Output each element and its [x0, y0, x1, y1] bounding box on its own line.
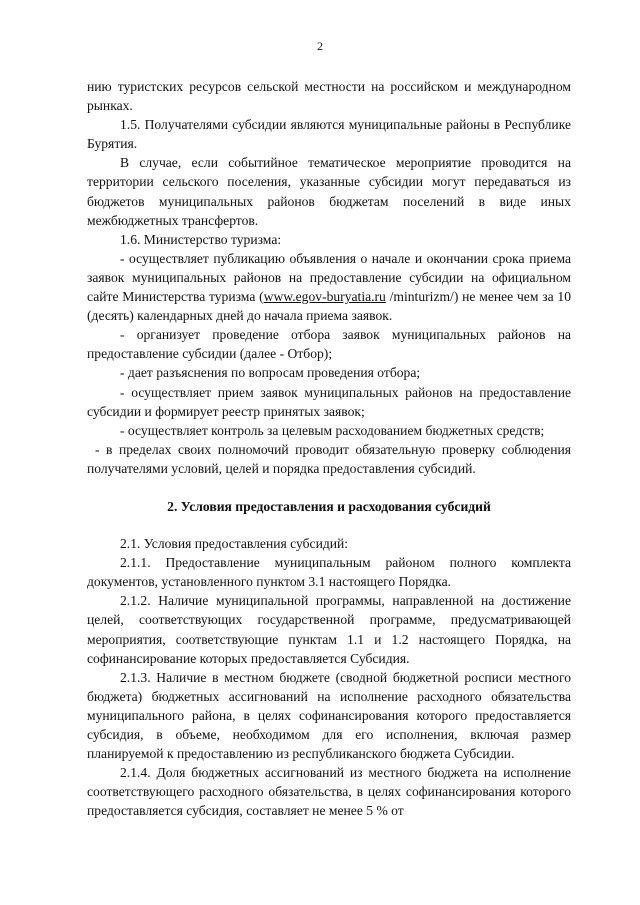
paragraph-2-1: 2.1. Условия предоставления субсидий: — [120, 536, 349, 552]
paragraph-2-1-4: 2.1.4. Доля бюджетных ассигнований из местного бюджета на исполнение соответствующего расходного обязательства, в целях софинансирования которого предоставляется субсидия, составляет не менее 5 % от — [87, 765, 571, 819]
duty-item: - осуществляет прием заявок муниципальных районов на предоставление субсидии и формирует реестр принятых заявок; — [87, 384, 571, 419]
paragraph-1-6: 1.6. Министерство туризма: — [120, 231, 282, 247]
section-heading: 2. Условия предоставления и расходования субсидий — [167, 498, 491, 514]
document-body — [87, 77, 571, 820]
publication-text-after: /minturizm/) не менее чем за 10 (десять) календарных дней до начала приема заявок. — [87, 289, 571, 324]
duty-item: - дает разъяснения по вопросам проведения отбора; — [120, 365, 421, 381]
page-number: 2 — [317, 39, 323, 53]
paragraph-publication — [87, 249, 571, 325]
duty-item-last: - в пределах своих полномочий проводит обязательную проверку соблюдения получателями условий, целей и порядка предоставления субсидий. — [87, 441, 571, 476]
duty-item: - организует проведение отбора заявок муниципальных районов на предоставление субсидии (далее - Отбор); — [87, 327, 571, 362]
paragraph-2-1-1: 2.1.1. Предоставление муниципальным районом полного комплекта документов, установленного пунктом 3.1 настоящего Порядка. — [87, 555, 571, 590]
paragraph-continuation: нию туристских ресурсов сельской местности на российском и международном рынках. — [87, 79, 571, 114]
publication-text-before: - осуществляет публикацию объявления о начале и окончании срока приема заявок муниципальных районов на предоставление субсидии на официальном сайте Министерства туризма ( — [87, 250, 571, 305]
paragraph-transfers: В случае, если событийное тематическое мероприятие проводится на территории сельского поселения, указанные субсидии могут передаваться из бюджетов муниципальных районов бюджетам поселений в виде иных межбюджетных трансфертов. — [87, 155, 571, 228]
paragraph-1-5: 1.5. Получателями субсидии являются муниципальные районы в Республике Бурятия. — [87, 117, 571, 152]
duty-item: - осуществляет контроль за целевым расходованием бюджетных средств; — [120, 422, 545, 438]
paragraph-2-1-2: 2.1.2. Наличие муниципальной программы, направленной на достижение целей, соответствующих государственной программе, предусматривающей мероприятия, соответствующие пунктам 1.1 и 1.2 настоящего Порядка, на софинансирование которых предоставляется Субсидия. — [87, 593, 571, 666]
ministry-website-link[interactable]: www.egov-buryatia.ru — [263, 289, 386, 305]
paragraph-2-1-3: 2.1.3. Наличие в местном бюджете (сводной бюджетной росписи местного бюджета) бюджетных ассигнований на исполнение расходного обязательства муниципального района, в целях софинансирования которого предоставляется субсидия, в объеме, необходимом для его исполнения, включая размер планируемой к предоставлению из республиканского бюджета Субсидии. — [87, 669, 571, 762]
